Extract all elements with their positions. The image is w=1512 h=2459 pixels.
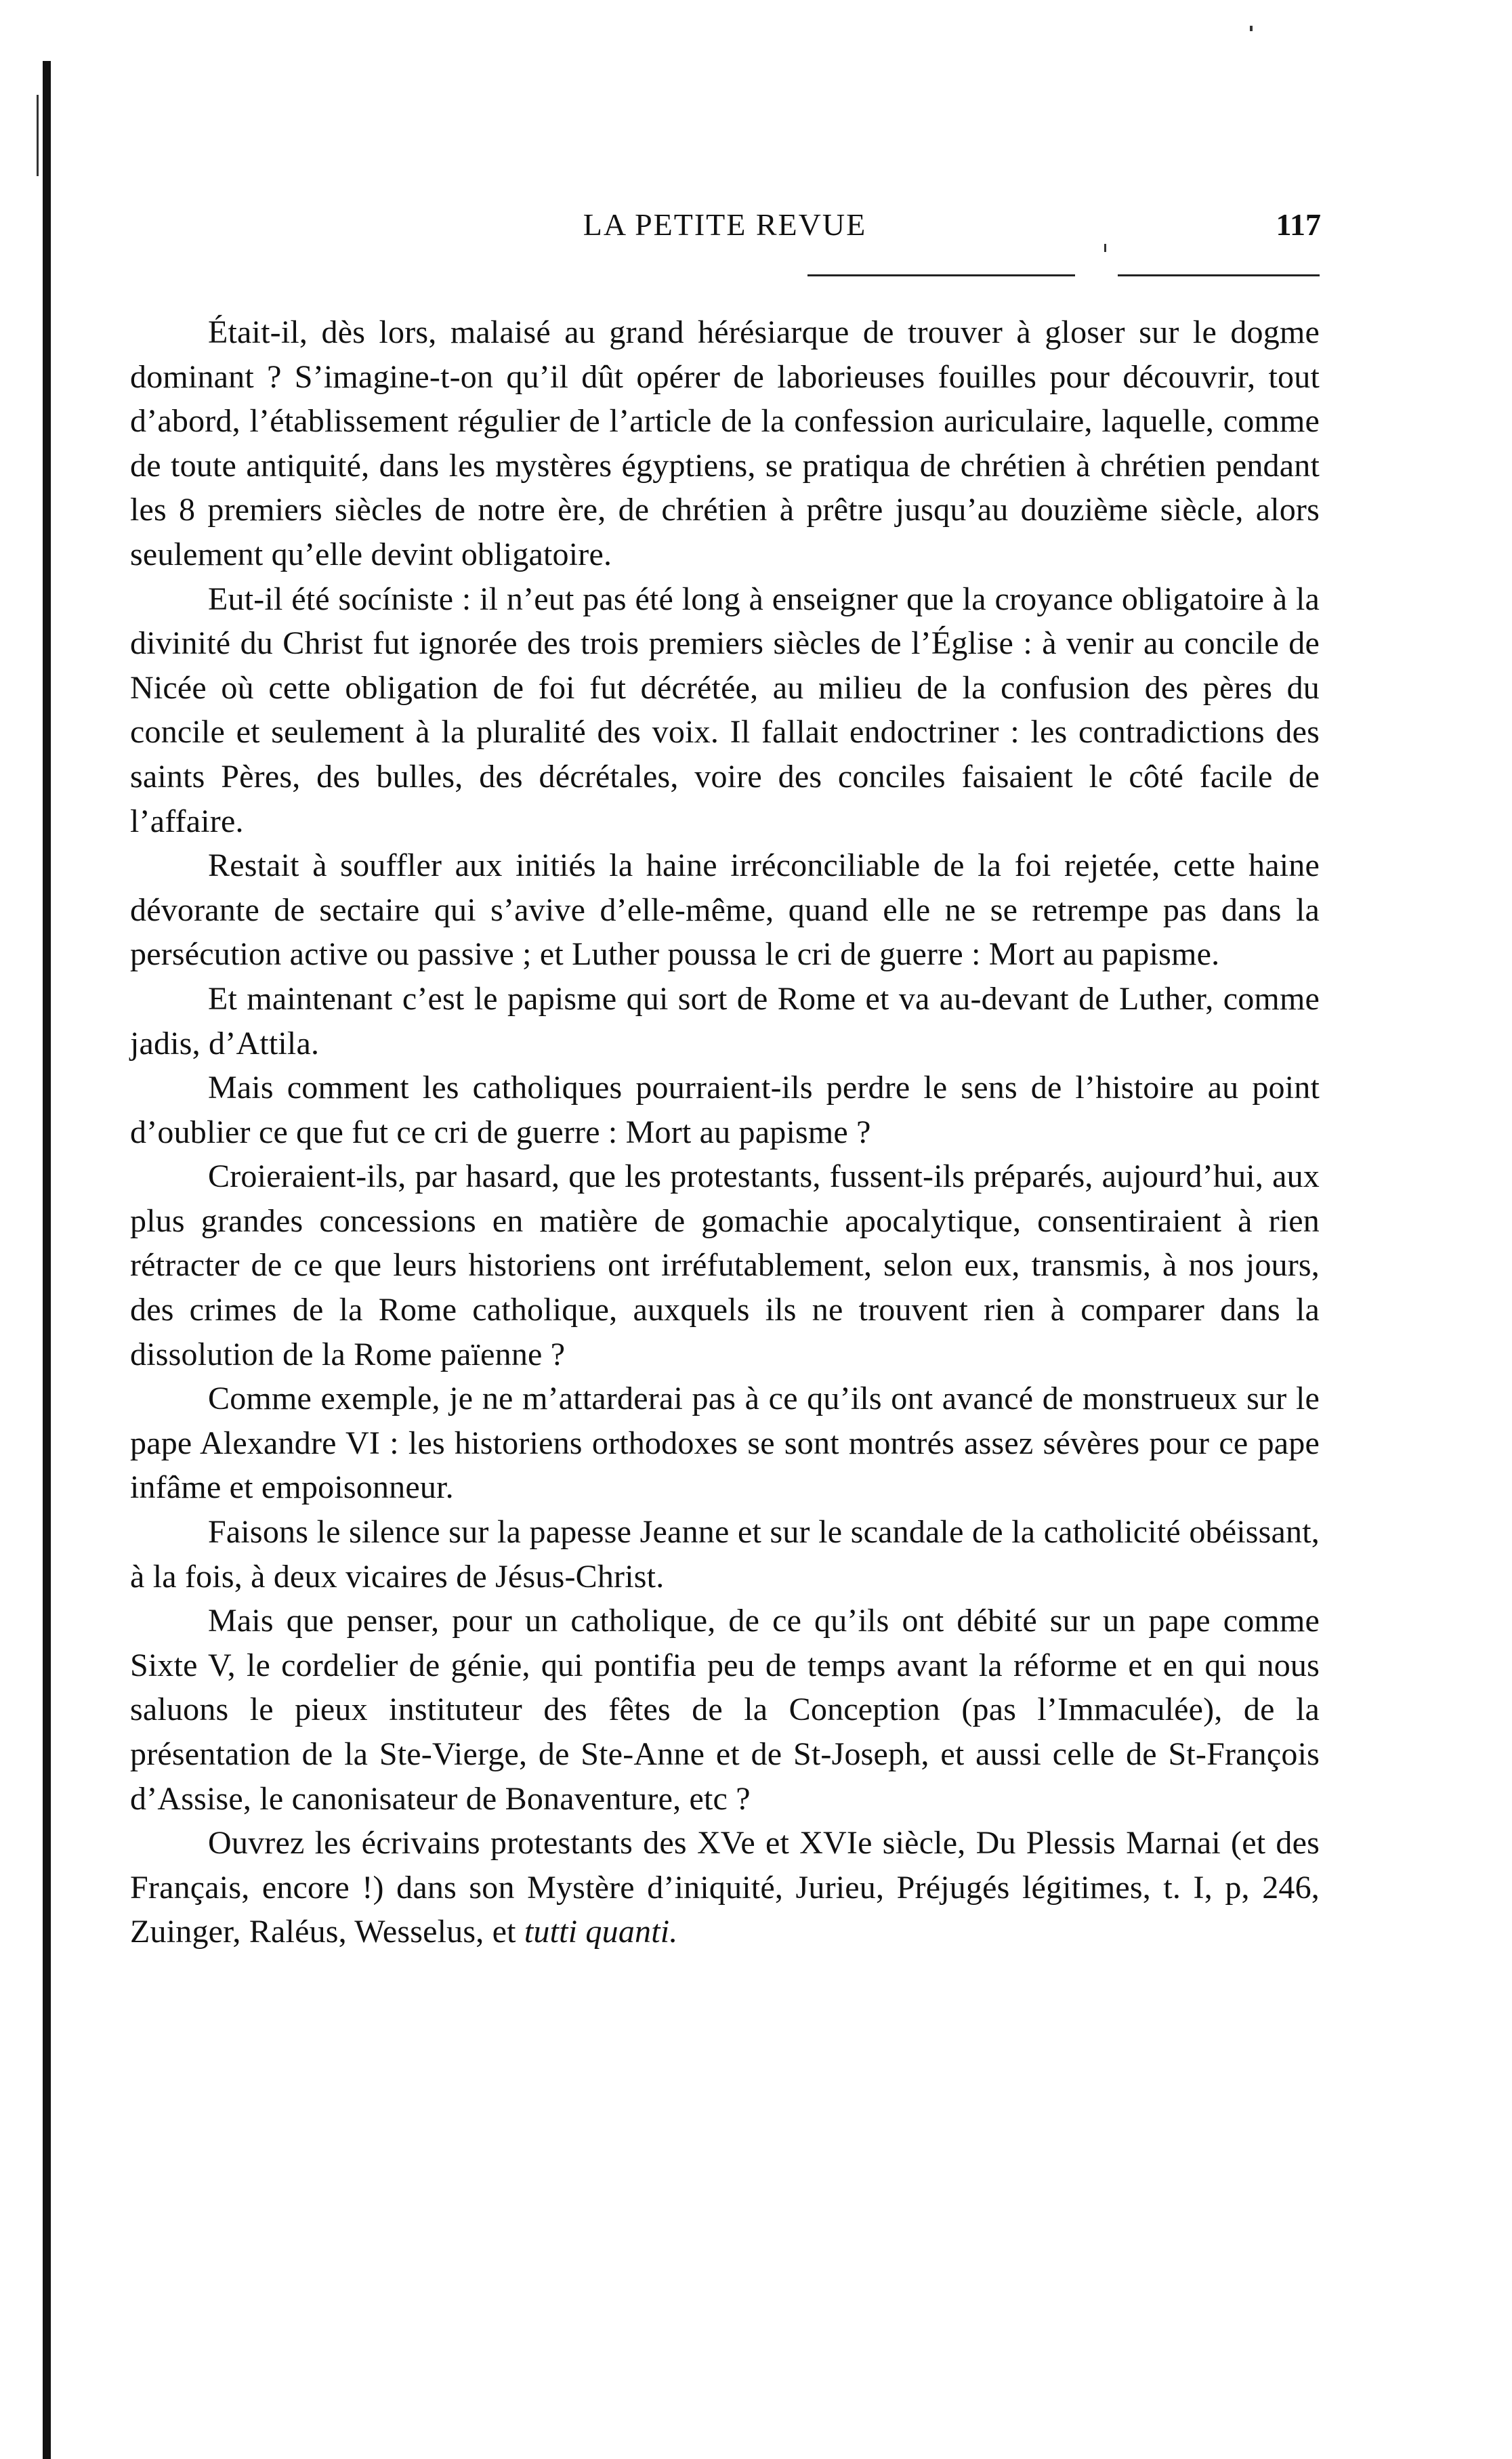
paragraph: Mais comment les catholiques pourraient-ils perdre le sens de l’histoire au point d’oublier ce que fut ce cri de guerre : Mort au papisme ? [130,1070,1320,1150]
header-rule [1118,274,1320,276]
paragraph: Et maintenant c’est le papisme qui sort de Rome et va au-devant de Luther, comme jadis, d’Attila. [130,980,1320,1062]
header-rule [807,274,1075,276]
paragraph: Faisons le silence sur la papesse Jeanne et sur le scandale de la catholicité obéissant, à la fois, à deux vicaires de Jésus-Christ. [130,1514,1320,1595]
paragraph-last-text: Ouvrez les écrivains protestants des XVe et XVIe siècle, Du Plessis Marnai (et des Français, encore !) dans son Mystère d’iniquité, Jurieu, Préjugés légitimes, t. I, p, 246, Zuinger, Raléus, Wesselus, et [130,1825,1320,1950]
paragraph: Comme exemple, je ne m’attarderai pas à ce qu’ils ont avancé de monstrueux sur le pape Alexandre VI : les historiens orthodoxes se sont montrés assez sévères pour ce pape infâme et empoisonneur. [130,1381,1320,1506]
paragraph: Croieraient-ils, par hasard, que les protestants, fussent-ils préparés, aujourd’hui, aux plus grandes concessions en matière de gomachie apocalytique, consentiraient à rien rétracter de ce que leurs historiens ont irréfutablement, selon eux, transmis, à nos jours, des crimes de la Rome catholique, auxquels ils ne trouvent rien à comparer dans la dissolution de la Rome païenne ? [130,1158,1320,1372]
page-binding-edge [43,61,51,2459]
paragraph: Eut-il été socíniste : il n’eut pas été long à enseigner que la croyance obligatoire à la divinité du Christ fut ignorée des trois premiers siècles de l’Église : à venir au concile de Nicée où cette obligation de foi fut décrétée, au milieu de la confusion des pères du concile et seulement à la pluralité des voix. Il fallait endoctriner : les contradictions des saints Pères, des bulles, des décrétales, voire des conciles faisaient le côté facile de l’affaire. [130,581,1320,839]
italic-phrase: tutti quanti. [524,1914,678,1950]
body-text [130,310,1320,1954]
running-title: LA PETITE REVUE [583,207,867,242]
paragraph: Restait à souffler aux initiés la haine irréconciliable de la foi rejetée, cette haine dévorante de sectaire qui s’avive d’elle-même, quand elle ne se retrempe pas dans la persécution active ou passive ; et Luther poussa le cri de guerre : Mort au papisme. [130,847,1320,973]
page-header [129,207,1321,254]
paragraph-last [130,1821,1320,1954]
paragraph: Mais que penser, pour un catholique, de ce qu’ils ont débité sur un pape comme Sixte V, le cordelier de génie, qui pontifia peu de temps avant la réforme et en qui nous saluons le pieux instituteur des fêtes de la Conception (pas l’Immaculée), de la présentation de la Ste-Vierge, de Ste-Anne et de St-Joseph, et aussi celle de St-François d’Assise, le canonisateur de Bonaventure, etc ? [130,1603,1320,1817]
scan-speck [1250,26,1253,31]
paragraph: Était-il, dès lors, malaisé au grand hérésiarque de trouver à gloser sur le dogme dominant ? S’imagine-t-on qu’il dût opérer de laborieuses fouilles pour découvrir, tout d’abord, l’établissement régulier de l’article de la confession auriculaire, laquelle, comme de toute antiquité, dans les mystères égyptiens, se pratiqua de chrétien à chrétien pendant les 8 premiers siècles de notre ère, de chrétien à prêtre jusqu’au douzième siècle, alors seulement qu’elle devint obligatoire. [130,314,1320,572]
page-binding-shadow [37,95,39,176]
page-number: 117 [1276,207,1321,242]
